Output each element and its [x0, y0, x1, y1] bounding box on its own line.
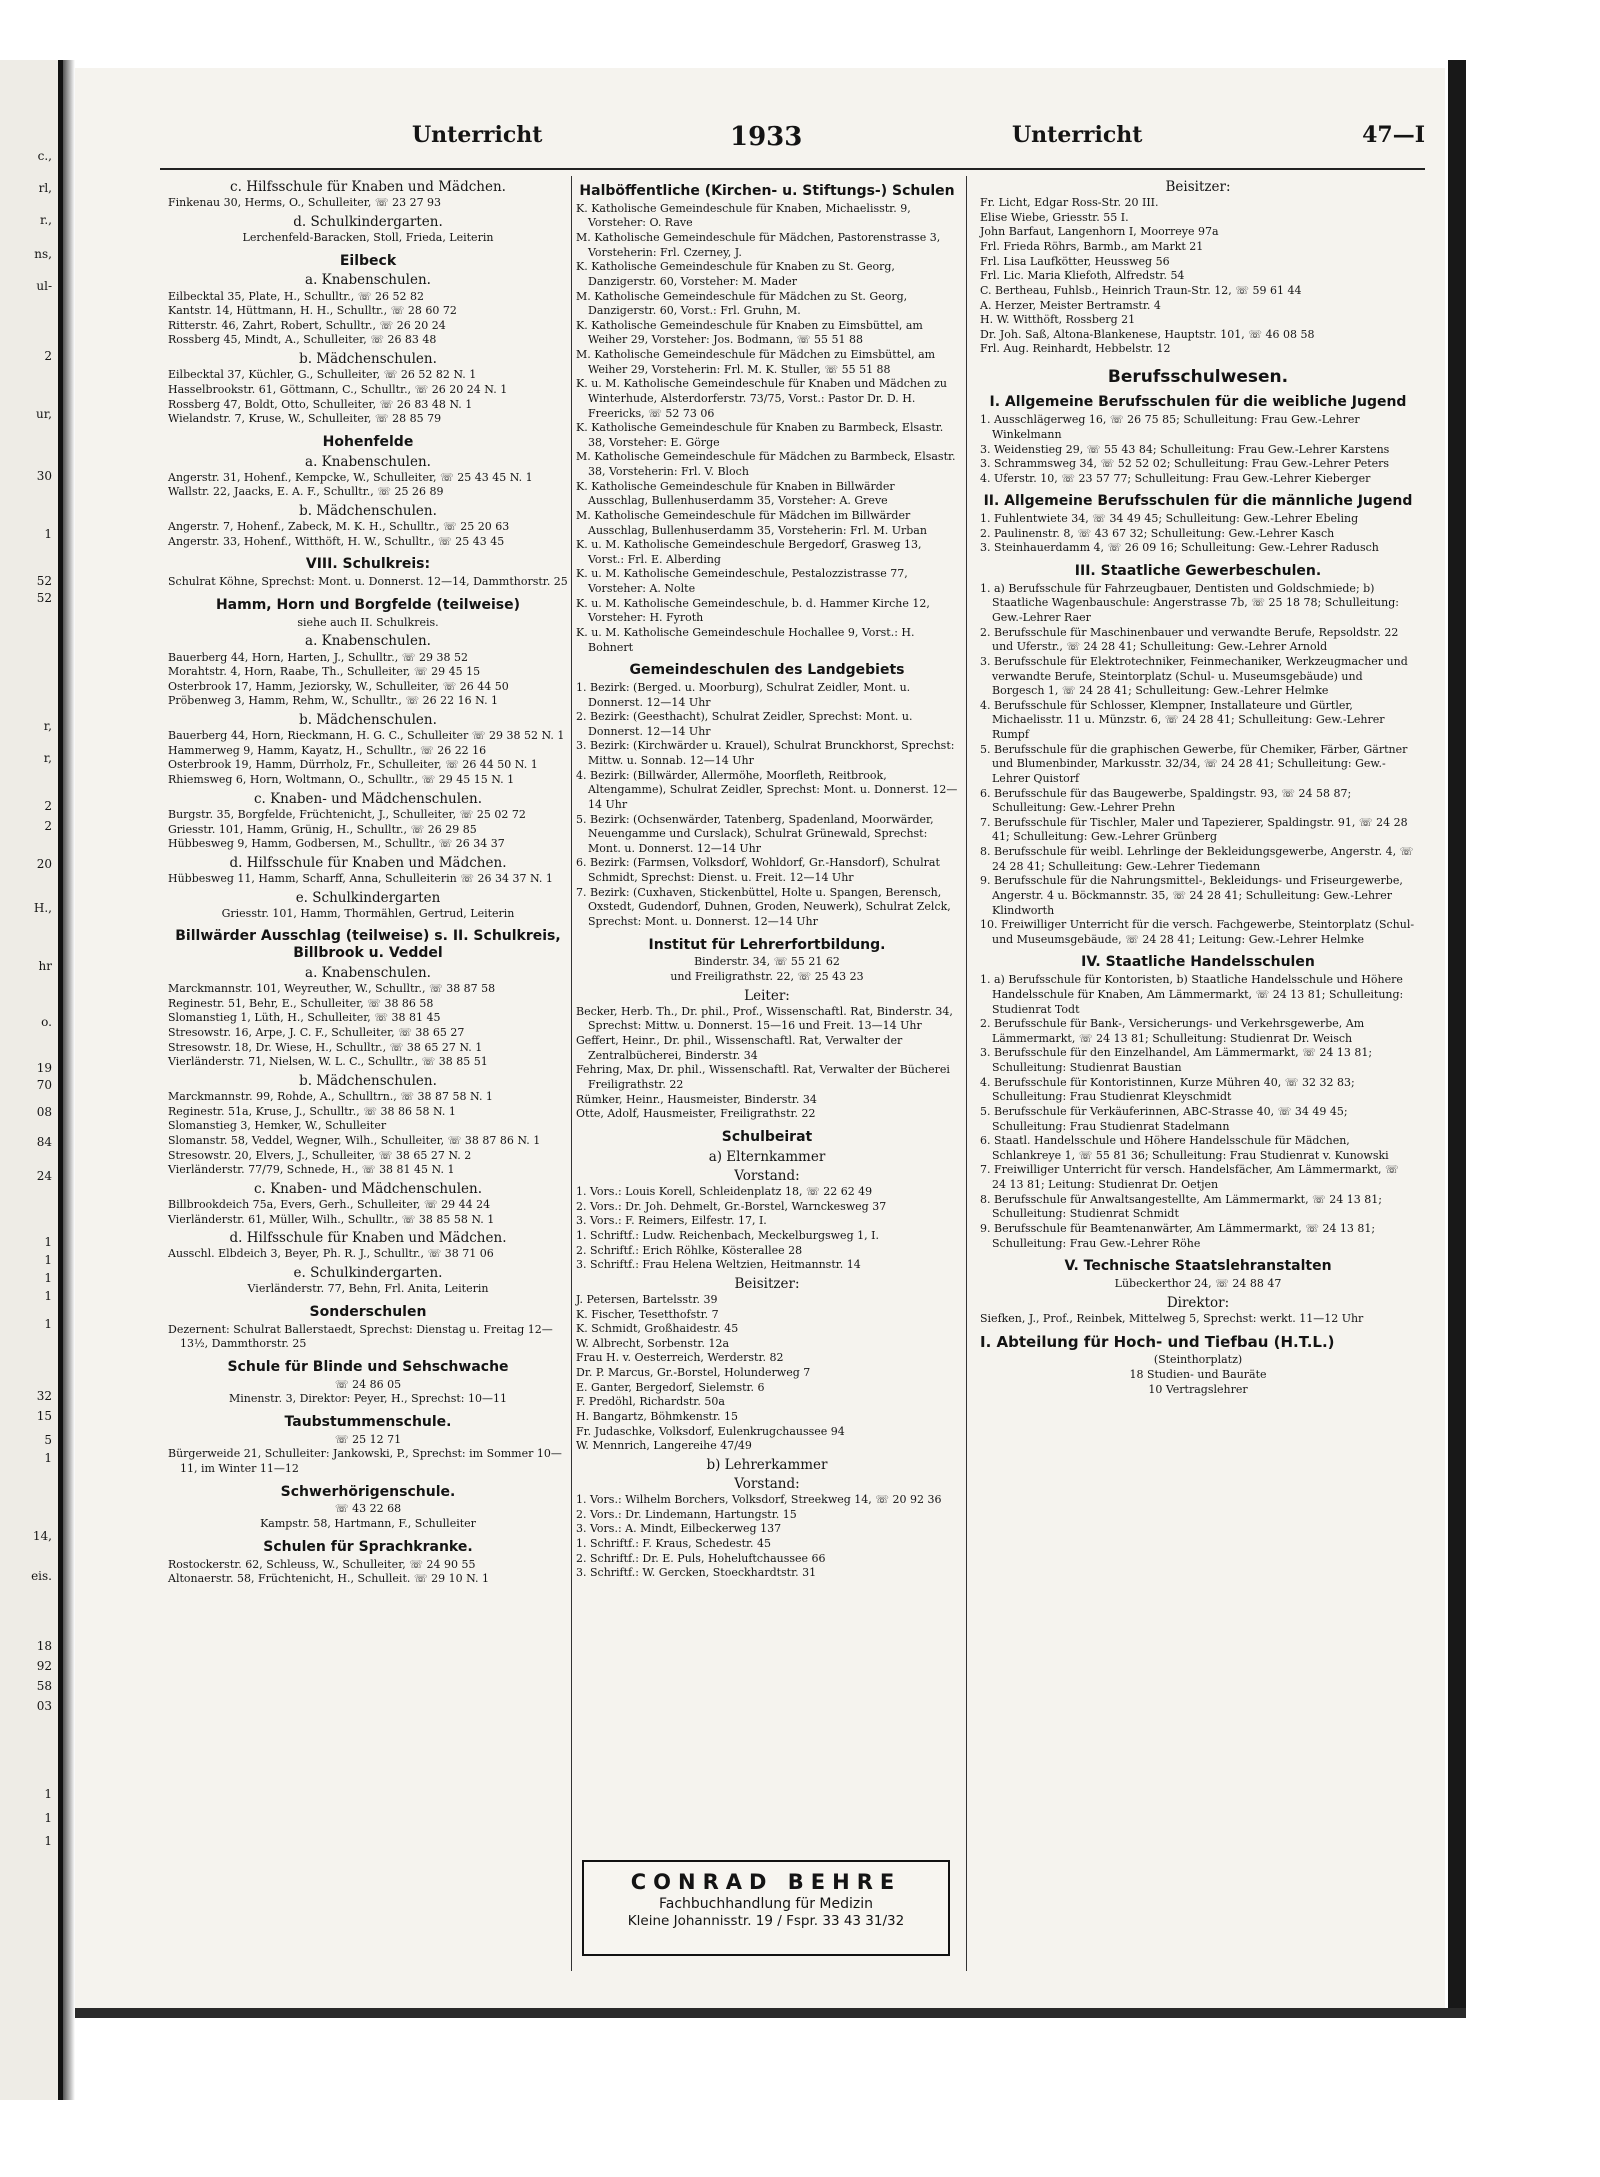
directory-entry: Hübbesweg 11, Hamm, Scharff, Anna, Schulleiterin ☏ 26 34 37 N. 1 — [168, 871, 553, 885]
directory-entry: Vierländerstr. 61, Müller, Wilh., Schulltr., ☏ 38 85 58 N. 1 — [168, 1212, 495, 1226]
subsection-heading: b. Mädchenschulen. — [299, 503, 437, 520]
previous-page-fragment: 1 — [44, 1317, 52, 1331]
directory-entry: 1. Ausschlägerweg 16, ☏ 26 75 85; Schulleitung: Frau Gew.-Lehrer Winkelmann — [980, 413, 1360, 441]
directory-entry: K. Katholische Gemeindeschule für Knaben, Michaelisstr. 9, Vorsteher: O. Rave — [576, 201, 911, 230]
directory-entry: A. Herzer, Meister Bertramstr. 4 — [980, 298, 1161, 312]
right-column — [980, 176, 1416, 1397]
directory-entry: 3. Berufsschule für den Einzelhandel, Am Lämmermarkt, ☏ 24 13 81; Schulleitung: Studienrat Baustian — [980, 1046, 1373, 1075]
centered-entry: 18 Studien- und Bauräte — [1129, 1368, 1267, 1381]
previous-page-fragment: hr — [38, 959, 52, 973]
directory-entry: 3. Weidenstieg 29, ☏ 55 43 84; Schulleitung: Frau Gew.-Lehrer Karstens — [980, 442, 1390, 456]
centered-entry: siehe auch II. Schulkreis. — [297, 615, 439, 629]
directory-entry: 3. Schriftf.: W. Gercken, Stoeckhardtstr. 31 — [576, 1566, 817, 1580]
previous-page-fragment: 84 — [36, 1135, 52, 1149]
previous-page-fragment: 2 — [44, 799, 52, 813]
previous-page-fragment: c., — [37, 149, 52, 163]
previous-page-fragment: 52 — [36, 591, 52, 605]
previous-page-fragment: 1 — [44, 1271, 52, 1285]
directory-entry: 1. a) Berufsschule für Kontoristen, b) Staatliche Handelsschule und Höhere Handelsschule für Knaben, Am Lämmermarkt, ☏ 24 13 81; Schulleitung: Studienrat Todt — [980, 973, 1404, 1016]
directory-entry: 7. Berufsschule für Tischler, Maler und Tapezierer, Spaldingstr. 91, ☏ 24 28 41; Schulleitung: Gew.-Lehrer Grünberg — [980, 815, 1408, 844]
previous-page-fragment: 58 — [36, 1679, 52, 1693]
subsection-heading: d. Hilfsschule für Knaben und Mädchen. — [229, 854, 507, 871]
directory-entry: H. W. Witthöft, Rossberg 21 — [980, 313, 1136, 327]
directory-entry: Rossberg 45, Mindt, A., Schulleiter, ☏ 26 83 48 — [168, 333, 437, 347]
previous-page-fragment: 1 — [44, 1235, 52, 1249]
directory-entry: Eilbecktal 35, Plate, H., Schulltr., ☏ 26 52 82 — [168, 289, 425, 303]
middle-column — [576, 176, 958, 1581]
previous-page-fragment: 2 — [44, 349, 52, 363]
directory-entry: 3. Bezirk: (Kirchwärder u. Krauel), Schulrat Brunckhorst, Sprechst: Mittw. u. Sonnab. 12—14 Uhr — [576, 739, 955, 768]
previous-page-fragment: 15 — [36, 1409, 52, 1423]
directory-entry: Schulrat Köhne, Sprechst: Mont. u. Donnerst. 12—14, Dammthorstr. 25 — [168, 575, 568, 589]
section-heading: IV. Staatliche Handelsschulen — [1081, 954, 1315, 971]
previous-page-fragment: 92 — [36, 1659, 52, 1673]
centered-entry: ☏ 24 86 05 — [334, 1377, 402, 1391]
directory-entry: 1. Schriftf.: Ludw. Reichenbach, Meckelburgsweg 1, I. — [576, 1228, 879, 1242]
directory-entry: Otte, Adolf, Hausmeister, Freiligrathstr. 22 — [576, 1107, 816, 1121]
subsection-heading: Direktor: — [1166, 1294, 1230, 1311]
directory-entry: 9. Berufsschule für die Nahrungsmittel-, Bekleidungs- und Friseurgewerbe, Angerstr. 4 u. Böckmannstr. 35, ☏ 24 28 41; Schulleitung: Gew.-Lehrer Klindworth — [980, 874, 1403, 917]
directory-entry: Wallstr. 22, Jaacks, E. A. F., Schulltr., ☏ 25 26 89 — [168, 485, 444, 499]
header-year: 1933 — [730, 122, 803, 152]
directory-entry: Marckmannstr. 101, Weyreuther, W., Schulltr., ☏ 38 87 58 — [168, 982, 496, 996]
section-heading: Taubstummenschule. — [284, 1414, 452, 1430]
directory-entry: J. Petersen, Bartelsstr. 39 — [576, 1292, 718, 1306]
previous-page-fragment: 1 — [44, 1834, 52, 1848]
directory-entry: Altonaerstr. 58, Früchtenicht, H., Schulleit. ☏ 29 10 N. 1 — [168, 1572, 490, 1586]
directory-entry: 4. Berufsschule für Kontoristinnen, Kurze Mühren 40, ☏ 32 32 83; Schulleitung: Frau Studienrat Kleyschmidt — [980, 1075, 1355, 1104]
previous-page-fragment: 32 — [36, 1389, 52, 1403]
centered-entry: Kampstr. 58, Hartmann, F., Schulleiter — [260, 1517, 476, 1531]
advertisement-box — [582, 1860, 950, 1956]
directory-entry: 4. Uferstr. 10, ☏ 23 57 77; Schulleitung: Frau Gew.-Lehrer Kieberger — [980, 471, 1371, 485]
directory-entry: Morahtstr. 4, Horn, Raabe, Th., Schulleiter, ☏ 29 45 15 — [168, 665, 481, 679]
directory-entry: Osterbrook 17, Hamm, Jeziorsky, W., Schulleiter, ☏ 26 44 50 — [168, 679, 509, 693]
section-heading: Schwerhörigenschule. — [280, 1483, 456, 1500]
page-edge-bar — [1448, 60, 1466, 2015]
header-rule — [160, 168, 1425, 170]
previous-page-fragment: 1 — [44, 1787, 52, 1801]
directory-entry: 2. Vors.: Dr. Joh. Dehmelt, Gr.-Borstel, Warnckesweg 37 — [576, 1199, 887, 1213]
directory-entry: 3. Steinhauerdamm 4, ☏ 26 09 16; Schulleitung: Gew.-Lehrer Radusch — [980, 541, 1379, 555]
directory-entry: Elise Wiebe, Griesstr. 55 I. — [980, 210, 1129, 224]
directory-entry: Dezernent: Schulrat Ballerstaedt, Sprechst: Dienstag u. Freitag 12—13½, Dammthorstr. 25 — [168, 1322, 553, 1351]
directory-entry: Rümker, Heinr., Hausmeister, Binderstr. 34 — [576, 1092, 817, 1106]
directory-entry: 3. Schrammsweg 34, ☏ 52 52 02; Schulleitung: Frau Gew.-Lehrer Peters — [980, 457, 1390, 471]
directory-entry: Ritterstr. 46, Zahrt, Robert, Schulltr., ☏ 26 20 24 — [168, 318, 446, 332]
directory-entry: K. u. M. Katholische Gemeindeschule, Pestalozzistrasse 77, Vorsteher: A. Nolte — [576, 567, 908, 596]
directory-entry: Bauerberg 44, Horn, Rieckmann, H. G. C., Schulleiter ☏ 29 38 52 N. 1 — [168, 729, 565, 743]
directory-entry: 8. Berufsschule für Anwaltsangestellte, Am Lämmermarkt, ☏ 24 13 81; Schulleitung: Studienrat Schmidt — [980, 1192, 1382, 1221]
previous-page-fragment: 19 — [36, 1061, 52, 1075]
previous-page-strip — [0, 60, 63, 2100]
directory-entry: 5. Berufsschule für Verkäuferinnen, ABC-Strasse 40, ☏ 34 49 45; Schulleitung: Frau Studienrat Stadelmann — [980, 1104, 1348, 1133]
directory-entry: Frl. Lisa Laufkötter, Heussweg 56 — [980, 254, 1170, 268]
directory-entry: 2. Paulinenstr. 8, ☏ 43 67 32; Schulleitung: Gew.-Lehrer Kasch — [980, 526, 1335, 540]
directory-entry: 6. Staatl. Handelsschule und Höhere Handelsschule für Mädchen, Schlankreye 1, ☏ 55 81 36; Schulleitung: Frau Studienrat v. Kunowski — [980, 1134, 1389, 1162]
directory-entry: M. Katholische Gemeindeschule für Mädchen zu St. Georg, Danzigerstr. 60, Vorst.: Frl. Gruhn, M. — [576, 289, 908, 318]
section-heading: I. Allgemeine Berufsschulen für die weibliche Jugend — [989, 394, 1407, 411]
directory-entry: Dr. P. Marcus, Gr.-Borstel, Holunderweg 7 — [576, 1366, 811, 1380]
header-right-title: Unterricht — [1012, 122, 1143, 148]
directory-entry: 1. a) Berufsschule für Fahrzeugbauer, Dentisten und Goldschmiede; b) Staatliche Wagenbauschule: Angerstrasse 7b, ☏ 25 18 78; Schulleitung: Gew.-Lehrer Raer — [980, 581, 1399, 625]
subsection-heading: a. Knabenschulen. — [305, 272, 431, 289]
directory-entry: Frl. Aug. Reinhardt, Hebbelstr. 12 — [980, 342, 1171, 356]
subsection-heading: b. Mädchenschulen. — [299, 1072, 437, 1089]
centered-entry: ☏ 43 22 68 — [334, 1502, 402, 1516]
directory-entry: 1. Bezirk: (Berged. u. Moorburg), Schulrat Zeidler, Mont. u. Donnerst. 12—14 Uhr — [576, 680, 911, 709]
directory-entry: F. Predöhl, Richardstr. 50a — [576, 1395, 725, 1409]
directory-entry: Slomanstieg 3, Hemker, W., Schulleiter — [168, 1119, 387, 1133]
directory-entry: 10. Freiwilliger Unterricht für die versch. Fachgewerbe, Steintorplatz (Schul- und Museumsgebäude, ☏ 24 28 41; Leitung: Gew.-Lehrer Helmke — [980, 918, 1415, 946]
directory-entry: K. u. M. Katholische Gemeindeschule, b. d. Hammer Kirche 12, Vorsteher: H. Fyroth — [576, 596, 930, 625]
previous-page-fragment: r, — [43, 751, 52, 765]
subsection-heading: e. Schulkindergarten. — [293, 1265, 443, 1282]
directory-entry: K. u. M. Katholische Gemeindeschule Hochallee 9, Vorst.: H. Bohnert — [576, 625, 915, 654]
page-number: 47—I — [1362, 122, 1425, 148]
directory-entry: Marckmannstr. 99, Rohde, A., Schulltrn., ☏ 38 87 58 N. 1 — [168, 1090, 493, 1104]
previous-page-fragment: 08 — [36, 1105, 52, 1119]
section-heading: Sonderschulen — [309, 1303, 427, 1320]
page-header — [150, 122, 1425, 158]
directory-entry: Frl. Lic. Maria Kliefoth, Alfredstr. 54 — [980, 269, 1185, 283]
subsection-heading: a. Knabenschulen. — [305, 964, 431, 981]
previous-page-fragment: 1 — [44, 1451, 52, 1465]
directory-entry: 2. Vors.: Dr. Lindemann, Hartungstr. 15 — [576, 1507, 797, 1521]
section-heading: III. Staatliche Gewerbeschulen. — [1074, 563, 1322, 580]
subsection-heading: c. Knaben- und Mädchenschulen. — [253, 1180, 483, 1197]
subsection-heading: Beisitzer: — [734, 1275, 800, 1292]
directory-entry: Stresowstr. 16, Arpe, J. C. F., Schulleiter, ☏ 38 65 27 — [168, 1026, 465, 1040]
section-heading: Eilbeck — [339, 252, 397, 269]
centered-entry: (Steinthorplatz) — [1153, 1353, 1243, 1367]
previous-page-fragment: 1 — [44, 1289, 52, 1303]
previous-page-fragment: 2 — [44, 819, 52, 833]
directory-entry: 1. Vors.: Wilhelm Borchers, Volksdorf, Streekweg 14, ☏ 20 92 36 — [576, 1493, 942, 1507]
directory-entry: 7. Bezirk: (Cuxhaven, Stickenbüttel, Holte u. Spangen, Berensch, Oxstedt, Gudendorf, Duhnen, Groden, Neuwerk), Schulrat Zelck, Sprechst: Mont. u. Donnerst. 12—14 Uhr — [576, 885, 951, 928]
subsection-heading: a) Elternkammer — [708, 1148, 826, 1165]
section-heading: II. Allgemeine Berufsschulen für die männliche Jugend — [983, 493, 1413, 510]
previous-page-fragment: rl, — [38, 181, 52, 195]
centered-entry: und Freiligrathstr. 22, ☏ 25 43 23 — [670, 970, 864, 984]
directory-entry: Angerstr. 7, Hohenf., Zabeck, M. K. H., Schulltr., ☏ 25 20 63 — [168, 520, 510, 534]
ad-brand: CONRAD BEHRE — [630, 1870, 902, 1894]
subsection-heading: d. Hilfsschule für Knaben und Mädchen. — [229, 1230, 507, 1247]
centered-entry: Binderstr. 34, ☏ 55 21 62 — [694, 955, 840, 969]
previous-page-fragment: o. — [41, 1015, 52, 1029]
previous-page-fragment: 18 — [36, 1639, 52, 1653]
directory-entry: M. Katholische Gemeindeschule für Mädchen im Billwärder Ausschlag, Bullenhuserdamm 35, Vorsteherin: Frl. M. Urban — [576, 508, 927, 537]
section-heading: Institut für Lehrerfortbildung. — [648, 936, 886, 953]
centered-entry: Lerchenfeld-Baracken, Stoll, Frieda, Leiterin — [242, 231, 494, 244]
page-bottom-edge — [75, 2008, 1466, 2018]
previous-page-fragment: r., — [39, 213, 52, 227]
book-gutter-shadow — [63, 60, 75, 2100]
directory-entry: Billbrookdeich 75a, Evers, Gerh., Schulleiter, ☏ 29 44 24 — [168, 1198, 491, 1212]
previous-page-fragment: 20 — [36, 857, 52, 871]
directory-entry: Eilbecktal 37, Küchler, G., Schulleiter, ☏ 26 52 82 N. 1 — [168, 368, 477, 382]
directory-entry: Osterbrook 19, Hamm, Dürrholz, Fr., Schulleiter, ☏ 26 44 50 N. 1 — [168, 758, 538, 772]
directory-entry: 8. Berufsschule für weibl. Lehrlinge der Bekleidungsgewerbe, Angerstr. 4, ☏ 24 28 41; Schulleitung: Gew.-Lehrer Tiedemann — [980, 845, 1414, 873]
directory-entry: W. Mennrich, Langereihe 47/49 — [576, 1439, 752, 1453]
section-heading: I. Abteilung für Hoch- und Tiefbau (H.T.L.) — [980, 1333, 1335, 1352]
directory-entry: Stresowstr. 18, Dr. Wiese, H., Schulltr., ☏ 38 65 27 N. 1 — [168, 1040, 483, 1054]
directory-entry: Rhiemsweg 6, Horn, Woltmann, O., Schulltr., ☏ 29 45 15 N. 1 — [168, 773, 515, 787]
section-heading: V. Technische Staatslehranstalten — [1064, 1258, 1332, 1275]
directory-entry: 9. Berufsschule für Beamtenanwärter, Am Lämmermarkt, ☏ 24 13 81; Schulleitung: Frau Gew.-Lehrer Röhe — [980, 1221, 1376, 1250]
directory-entry: H. Bangartz, Böhmkenstr. 15 — [576, 1409, 738, 1423]
directory-entry: Ausschl. Elbdeich 3, Beyer, Ph. R. J., Schulltr., ☏ 38 71 06 — [168, 1247, 494, 1261]
previous-page-fragment: 5 — [44, 1433, 52, 1447]
directory-entry: M. Katholische Gemeindeschule für Mädchen zu Eimsbüttel, am Weiher 29, Vorsteherin: Frl. M. K. Stuller, ☏ 55 51 88 — [576, 348, 936, 376]
directory-entry: 4. Berufsschule für Schlosser, Klempner, Installateure und Gürtler, Michaelisstr. 11 u. Münzstr. 6, ☏ 24 28 41; Schulleitung: Gew.-Lehrer Rumpf — [980, 698, 1385, 742]
directory-entry: K. u. M. Katholische Gemeindeschule Bergedorf, Grasweg 13, Vorst.: Frl. E. Alberding — [576, 538, 922, 566]
subsection-heading: a. Knabenschulen. — [305, 633, 431, 650]
directory-entry: Slomanstr. 58, Veddel, Wegner, Wilh., Schulleiter, ☏ 38 87 86 N. 1 — [168, 1133, 541, 1147]
previous-page-fragment: r, — [43, 719, 52, 733]
directory-entry: Bürgerweide 21, Schulleiter: Jankowski, P., Sprechst: im Sommer 10—11, im Winter 11—12 — [168, 1447, 562, 1476]
directory-entry: 6. Berufsschule für das Baugewerbe, Spaldingstr. 93, ☏ 24 58 87; Schulleitung: Gew.-Lehrer Prehn — [980, 786, 1352, 815]
previous-page-fragment: 03 — [36, 1699, 52, 1713]
directory-entry: Kantstr. 14, Hüttmann, H. H., Schulltr., ☏ 28 60 72 — [168, 304, 457, 318]
subsection-heading: e. Schulkindergarten — [295, 889, 441, 906]
subsection-heading: b. Mädchenschulen. — [299, 351, 437, 368]
directory-entry: Becker, Herb. Th., Dr. phil., Prof., Wissenschaftl. Rat, Binderstr. 34, Sprechst: Mittw. u. Donnerst. 15—16 und Freit. 13—14 Uhr — [576, 1004, 953, 1033]
subsection-heading: Leiter: — [744, 987, 790, 1004]
section-heading: Hamm, Horn und Borgfelde (teilweise) — [215, 596, 521, 613]
column-divider — [571, 176, 572, 1971]
directory-entry: K. u. M. Katholische Gemeindeschule für Knaben und Mädchen zu Winterhude, Alsterdorferstr. 73/75, Vorst.: Pastor Dr. D. H. Freericks, ☏ 52 73 06 — [576, 377, 947, 420]
directory-entry: W. Albrecht, Sorbenstr. 12a — [576, 1336, 730, 1350]
directory-entry: Angerstr. 33, Hohenf., Witthöft, H. W., Schulltr., ☏ 25 43 45 — [168, 534, 505, 548]
directory-entry: 2. Schriftf.: Erich Röhlke, Kösterallee 28 — [576, 1243, 803, 1257]
directory-entry: Burgstr. 35, Borgfelde, Früchtenicht, J., Schulleiter, ☏ 25 02 72 — [168, 807, 526, 821]
directory-entry: 2. Berufsschule für Maschinenbauer und verwandte Berufe, Repsoldstr. 22 und Uferstr., ☏ 24 28 41; Schulleitung: Gew.-Lehrer Arnold — [980, 625, 1399, 654]
directory-entry: Vierländerstr. 77/79, Schnede, H., ☏ 38 81 45 N. 1 — [168, 1163, 455, 1177]
ad-address: Kleine Johannisstr. 19 / Fspr. 33 43 31/32 — [627, 1913, 905, 1930]
previous-page-fragment: 1 — [44, 1811, 52, 1825]
directory-entry: Fr. Licht, Edgar Ross-Str. 20 III. — [980, 196, 1159, 210]
directory-entry: Hasselbrookstr. 61, Göttmann, C., Schulltr., ☏ 26 20 24 N. 1 — [168, 382, 508, 396]
section-heading: Gemeindeschulen des Landgebiets — [629, 662, 905, 679]
left-column — [168, 176, 568, 1587]
section-heading: Halböffentliche (Kirchen- u. Stiftungs-) Schulen — [579, 183, 955, 199]
directory-entry: Geffert, Heinr., Dr. phil., Wissenschaftl. Rat, Verwalter der Zentralbücherei, Binderstr. 34 — [576, 1034, 903, 1062]
centered-entry: Lübeckerthor 24, ☏ 24 88 47 — [1114, 1276, 1282, 1290]
directory-entry: K. Schmidt, Großhaidestr. 45 — [576, 1322, 739, 1336]
previous-page-fragment: eis. — [31, 1569, 52, 1583]
directory-entry: 3. Schriftf.: Frau Helena Weltzien, Heitmannstr. 14 — [576, 1258, 861, 1272]
directory-entry: 4. Bezirk: (Billwärder, Allermöhe, Moorfleth, Reitbrook, Altengamme), Schulrat Zeidler, Sprechst: Mont. u. Donnerst. 12—14 Uhr — [576, 768, 958, 811]
directory-entry: Finkenau 30, Herms, O., Schulleiter, ☏ 23 27 93 — [168, 196, 442, 210]
section-heading: Berufsschulwesen. — [1107, 367, 1289, 388]
centered-entry: Griesstr. 101, Hamm, Thormählen, Gertrud, Leiterin — [221, 906, 515, 920]
directory-entry: Slomanstieg 1, Lüth, H., Schulleiter, ☏ 38 81 45 — [168, 1011, 441, 1025]
subsection-heading: b) Lehrerkammer — [706, 1456, 828, 1473]
directory-entry: Rossberg 47, Boldt, Otto, Schulleiter, ☏ 26 83 48 N. 1 — [168, 397, 473, 411]
previous-page-fragment: 24 — [36, 1169, 52, 1183]
subsection-heading: c. Knaben- und Mädchenschulen. — [253, 790, 483, 807]
directory-entry: 5. Bezirk: (Ochsenwärder, Tatenberg, Spadenland, Moorwärder, Neuengamme und Curslack), Schulrat Grünewald, Sprechst: Mont. u. Donnerst. 12—14 Uhr — [576, 812, 934, 855]
directory-entry: Reginestr. 51a, Kruse, J., Schulltr., ☏ 38 86 58 N. 1 — [168, 1104, 456, 1118]
subsection-heading: Beisitzer: — [1165, 179, 1231, 195]
previous-page-fragment: H., — [33, 901, 52, 915]
directory-entry: 2. Bezirk: (Geesthacht), Schulrat Zeidler, Sprechst: Mont. u. Donnerst. 12—14 Uhr — [576, 710, 913, 738]
centered-entry: Minenstr. 3, Direktor: Peyer, H., Sprechst: 10—11 — [229, 1392, 507, 1406]
directory-entry: M. Katholische Gemeindeschule für Mädchen, Pastorenstrasse 3, Vorsteherin: Frl. Czerney, J. — [576, 231, 941, 259]
previous-page-fragment: 52 — [36, 574, 52, 588]
section-heading: Billwärder Ausschlag (teilweise) s. II. Schulkreis, Billbrook u. Veddel — [175, 928, 561, 962]
directory-entry: Rostockerstr. 62, Schleuss, W., Schulleiter, ☏ 24 90 55 — [168, 1557, 476, 1571]
directory-entry: Pröbenweg 3, Hamm, Rehm, W., Schulltr., ☏ 26 22 16 N. 1 — [168, 694, 499, 708]
section-heading: VIII. Schulkreis: — [305, 556, 431, 573]
previous-page-fragment: 30 — [36, 469, 52, 483]
directory-entry: K. Katholische Gemeindeschule für Knaben zu St. Georg, Danzigerstr. 60, Vorsteher: M. Mader — [576, 260, 895, 288]
centered-entry: Vierländerstr. 77, Behn, Frl. Anita, Leiterin — [247, 1282, 489, 1296]
subsection-heading: a. Knabenschulen. — [305, 453, 431, 470]
previous-page-fragment: 1 — [44, 1253, 52, 1267]
directory-entry: Hübbesweg 9, Hamm, Godbersen, M., Schulltr., ☏ 26 34 37 — [168, 837, 505, 851]
subsection-heading: d. Schulkindergarten. — [293, 213, 443, 230]
directory-entry: K. Fischer, Tesetthofstr. 7 — [576, 1307, 719, 1321]
column-divider — [966, 176, 967, 1971]
section-heading: Hohenfelde — [322, 433, 414, 450]
directory-entry: 3. Vors.: F. Reimers, Eilfestr. 17, I. — [576, 1214, 767, 1228]
directory-entry: 3. Vors.: A. Mindt, Eilbeckerweg 137 — [576, 1522, 782, 1536]
centered-entry: 10 Vertragslehrer — [1148, 1382, 1248, 1396]
directory-entry: Siefken, J., Prof., Reinbek, Mittelweg 5, Sprechst: werkt. 11—12 Uhr — [980, 1311, 1364, 1325]
directory-entry: E. Ganter, Bergedorf, Sielemstr. 6 — [576, 1380, 765, 1394]
directory-entry: 3. Berufsschule für Elektrotechniker, Feinmechaniker, Werkzeugmacher und verwandte Berufe, Steintorplatz (Schul- u. Museumsgebäude) und Borgesch 1, ☏ 24 28 41; Schulleitung: Gew.-Lehrer Helmke — [980, 654, 1408, 698]
directory-entry: 2. Berufsschule für Bank-, Versicherungs- und Verkehrsgewerbe, Am Lämmermarkt, ☏ 24 13 81; Schulleitung: Studienrat Dr. Weisch — [980, 1017, 1365, 1045]
directory-entry: Fehring, Max, Dr. phil., Wissenschaftl. Rat, Verwalter der Bücherei Freiligrathstr. 22 — [576, 1063, 950, 1091]
directory-entry: 1. Vors.: Louis Korell, Schleidenplatz 18, ☏ 22 62 49 — [576, 1185, 873, 1198]
previous-page-fragment: 14, — [32, 1529, 52, 1543]
section-heading: Schule für Blinde und Sehschwache — [227, 1358, 509, 1375]
directory-entry: Stresowstr. 20, Elvers, J., Schulleiter, ☏ 38 65 27 N. 2 — [168, 1148, 472, 1162]
directory-entry: Vierländerstr. 71, Nielsen, W. L. C., Schulltr., ☏ 38 85 51 — [168, 1055, 488, 1069]
directory-entry: Hammerweg 9, Hamm, Kayatz, H., Schulltr., ☏ 26 22 16 — [168, 743, 487, 757]
previous-page-fragment: 70 — [36, 1078, 52, 1092]
subsection-heading: Vorstand: — [734, 1167, 800, 1184]
directory-entry: K. Katholische Gemeindeschule für Knaben zu Barmbeck, Elsastr. 38, Vorsteher: E. Görge — [576, 421, 944, 449]
directory-entry: 6. Bezirk: (Farmsen, Volksdorf, Wohldorf, Gr.-Hansdorf), Schulrat Schmidt, Sprechst: Dienst. u. Freit. 12—14 Uhr — [576, 856, 940, 885]
directory-entry: K. Katholische Gemeindeschule für Knaben zu Eimsbüttel, am Weiher 29, Vorsteher: Jos. Bodmann, ☏ 55 51 88 — [576, 318, 923, 347]
directory-entry: Frl. Frieda Röhrs, Barmb., am Markt 21 — [980, 240, 1204, 254]
centered-entry: ☏ 25 12 71 — [334, 1432, 402, 1446]
section-heading: Schulbeirat — [721, 1128, 813, 1145]
previous-page-fragment: ur, — [36, 407, 52, 421]
directory-entry: Reginestr. 51, Behr, E., Schulleiter, ☏ 38 86 58 — [168, 996, 434, 1010]
directory-entry: 1. Fuhlentwiete 34, ☏ 34 49 45; Schulleitung: Gew.-Lehrer Ebeling — [980, 512, 1359, 526]
subsection-heading: Vorstand: — [734, 1476, 800, 1492]
directory-entry: 2. Schriftf.: Dr. E. Puls, Hoheluftchaussee 66 — [576, 1551, 826, 1565]
directory-entry: Dr. Joh. Saß, Altona-Blankenese, Hauptstr. 101, ☏ 46 08 58 — [980, 327, 1315, 341]
section-heading: Schulen für Sprachkranke. — [263, 1538, 473, 1555]
previous-page-fragment: ns, — [34, 247, 52, 261]
directory-entry: 7. Freiwilliger Unterricht für versch. Handelsfächer, Am Lämmermarkt, ☏ 24 13 81; Leitung: Studienrat Dr. Oetjen — [980, 1163, 1399, 1192]
directory-entry: 1. Schriftf.: F. Kraus, Schedestr. 45 — [576, 1537, 772, 1551]
ad-subtitle: Fachbuchhandlung für Medizin — [658, 1896, 874, 1913]
subsection-heading: c. Hilfsschule für Knaben und Mädchen. — [230, 179, 506, 195]
previous-page-fragment: ul- — [36, 279, 52, 293]
directory-entry: Angerstr. 31, Hohenf., Kempcke, W., Schulleiter, ☏ 25 43 45 N. 1 — [168, 470, 533, 484]
directory-entry: C. Bertheau, Fuhlsb., Heinrich Traun-Str. 12, ☏ 59 61 44 — [980, 283, 1302, 297]
directory-entry: Frau H. v. Oesterreich, Werderstr. 82 — [576, 1351, 784, 1365]
directory-entry: M. Katholische Gemeindeschule für Mädchen zu Barmbeck, Elsastr. 38, Vorsteherin: Frl. V. Bloch — [576, 450, 956, 479]
directory-entry: K. Katholische Gemeindeschule für Knaben in Billwärder Ausschlag, Bullenhuserdamm 35, Vorsteher: A. Greve — [576, 479, 895, 508]
subsection-heading: b. Mädchenschulen. — [299, 712, 437, 728]
directory-entry: Wielandstr. 7, Kruse, W., Schulleiter, ☏ 28 85 79 — [168, 412, 442, 426]
directory-entry: Fr. Judaschke, Volksdorf, Eulenkrugchaussee 94 — [576, 1424, 845, 1438]
directory-entry: 5. Berufsschule für die graphischen Gewerbe, für Chemiker, Färber, Gärtner und Blumenbinder, Markusstr. 32/34, ☏ 24 28 41; Schulleitung: Gew.-Lehrer Quistorf — [980, 742, 1408, 785]
directory-entry: Griesstr. 101, Hamm, Grünig, H., Schulltr., ☏ 26 29 85 — [168, 822, 477, 836]
directory-entry: John Barfaut, Langenhorn I, Moorreye 97a — [980, 225, 1219, 239]
header-left-title: Unterricht — [412, 122, 543, 148]
directory-entry: Bauerberg 44, Horn, Harten, J., Schulltr., ☏ 29 38 52 — [168, 650, 468, 664]
previous-page-fragment: 1 — [44, 527, 52, 541]
